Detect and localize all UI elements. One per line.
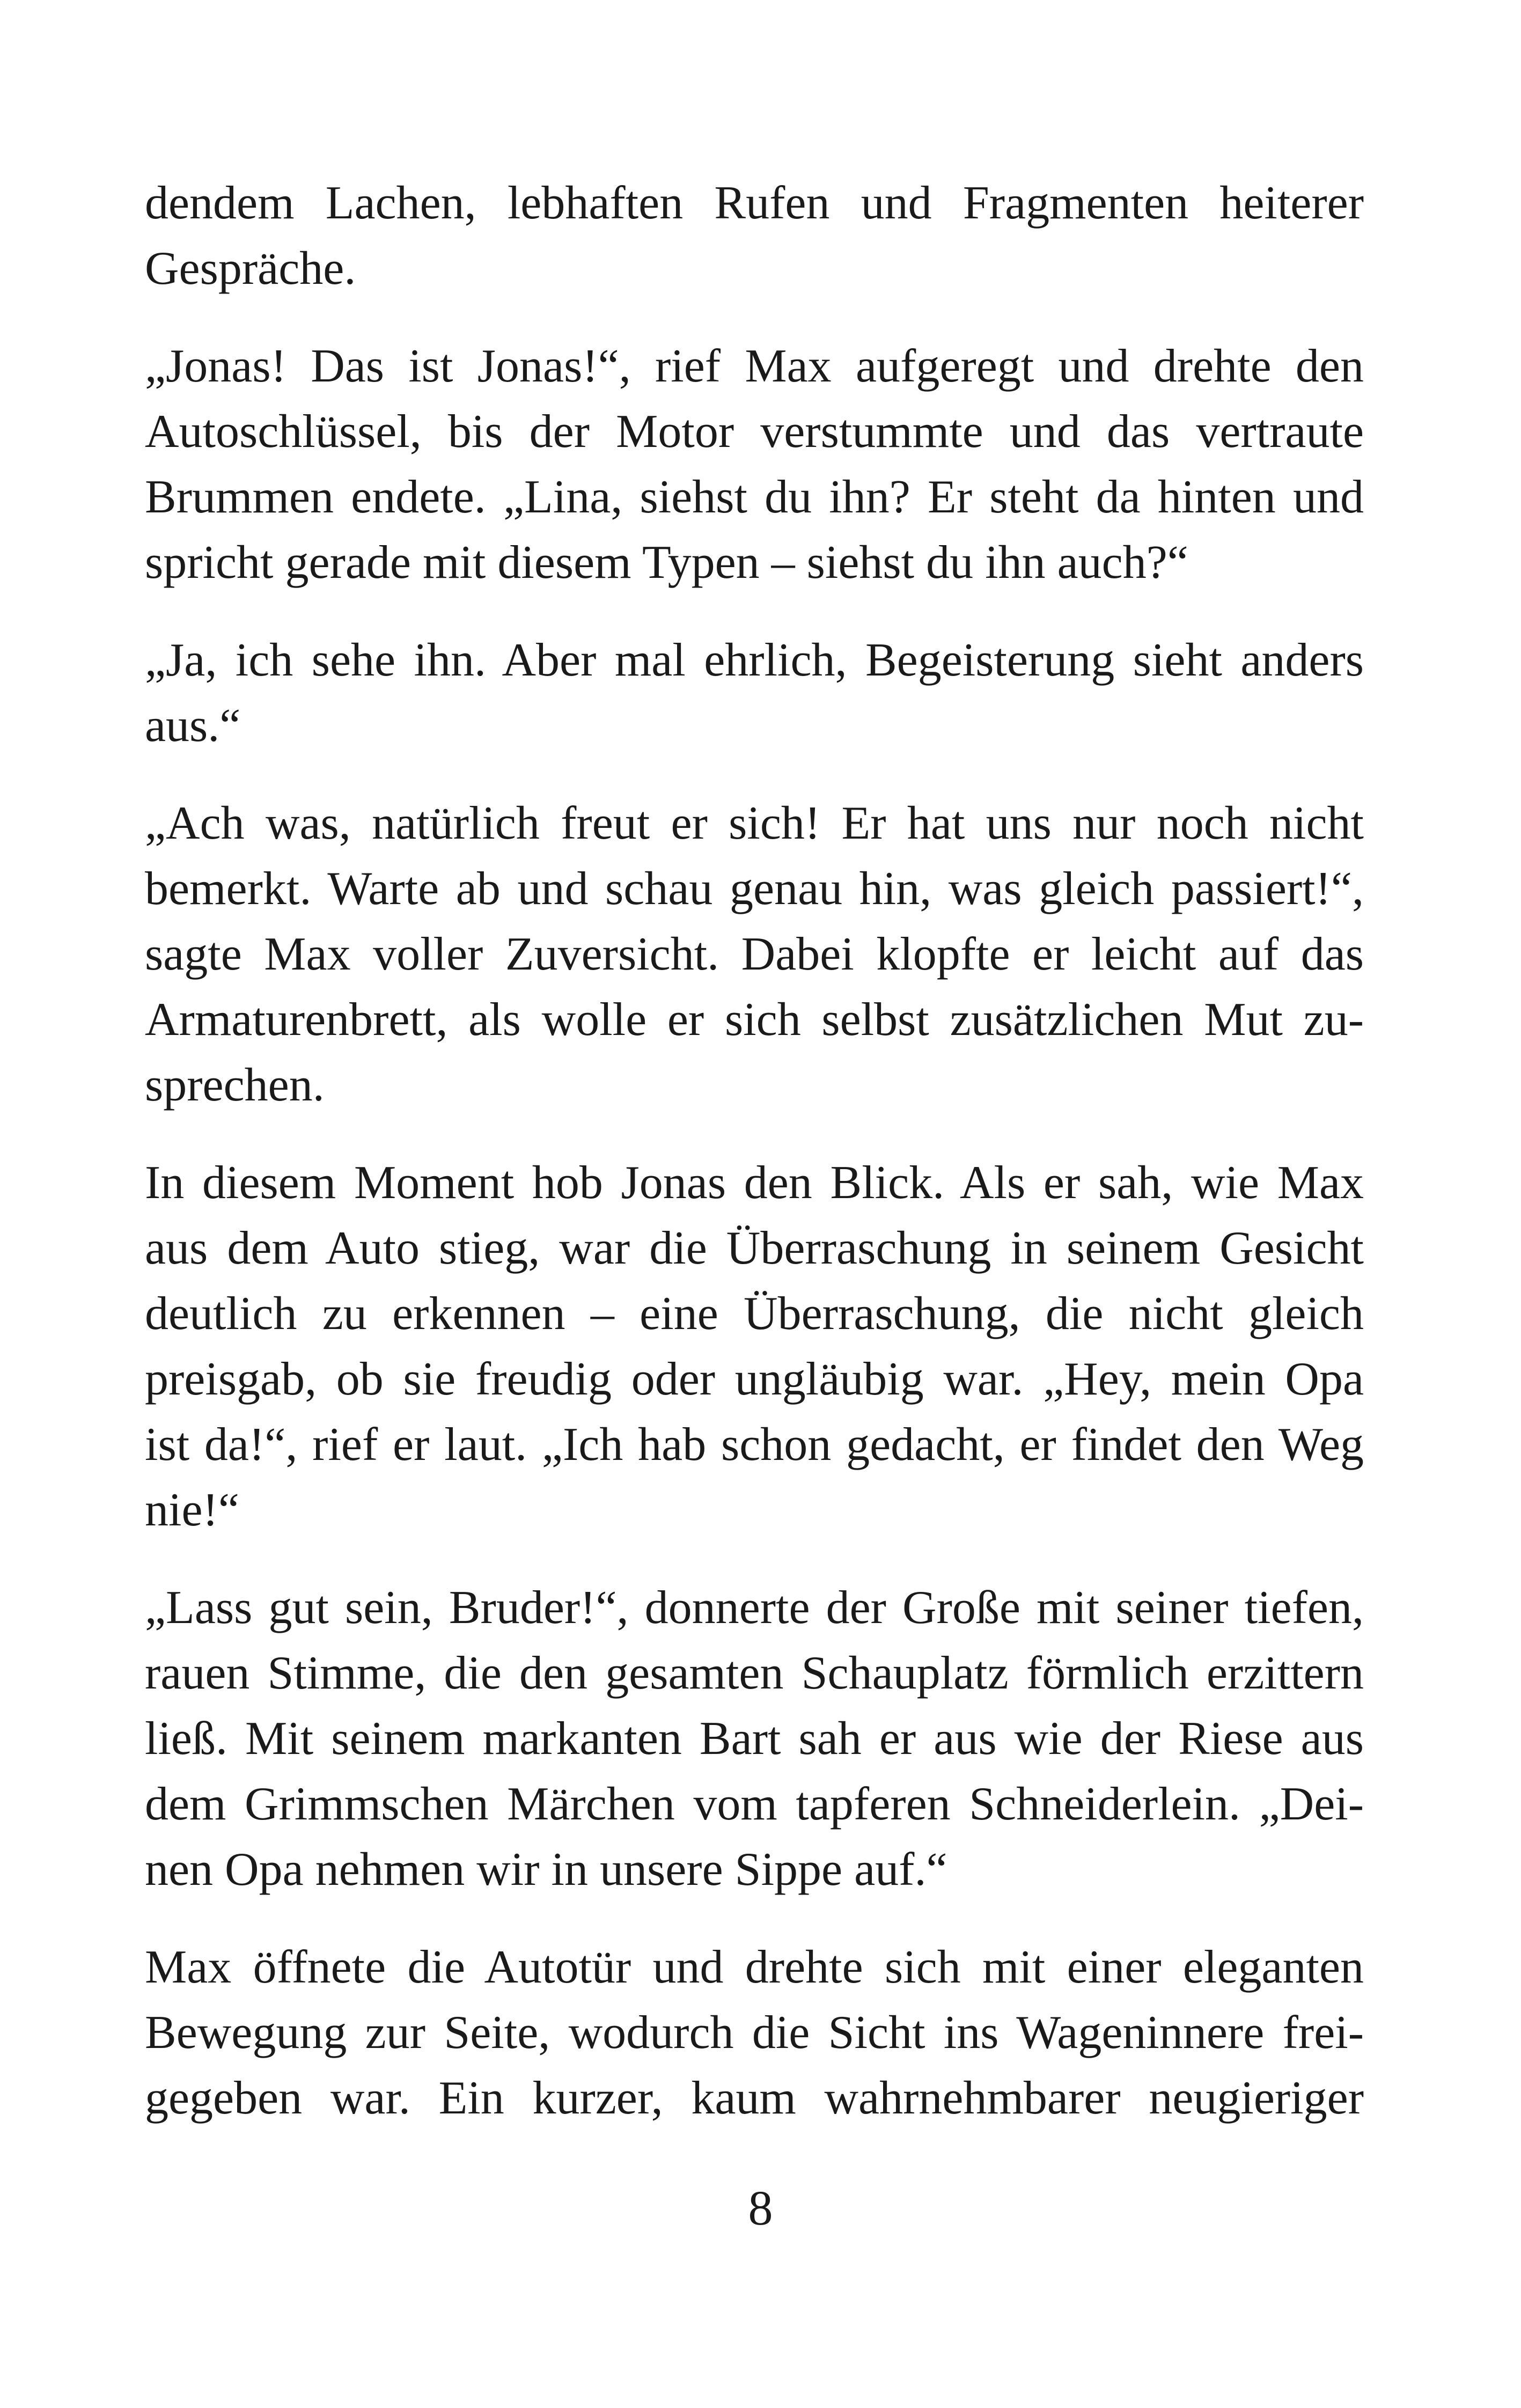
text-line: „Jonas! Das ist Jonas!“, rief Max aufgeregt und drehte den <box>145 340 1364 392</box>
text-line: aus dem Auto stieg, war die Überraschung in seinem Gesicht <box>145 1222 1364 1274</box>
page-number: 8 <box>748 2181 773 2235</box>
text-line: Autoschlüssel, bis der Motor verstummte und das vertraute <box>145 406 1364 458</box>
paragraph-4 <box>145 791 1364 1118</box>
text-line: bemerkt. Warte ab und schau genau hin, was gleich passiert!“, <box>145 863 1364 915</box>
text-line: ist da!“, rief er laut. „Ich hab schon gedacht, er findet den Weg <box>145 1419 1364 1471</box>
paragraph-5 <box>145 1150 1364 1543</box>
paragraph-1 <box>145 171 1364 302</box>
text-line: rauen Stimme, die den gesamten Schauplatz förmlich erzittern <box>145 1647 1364 1699</box>
text-line: Bewegung zur Seite, wodurch die Sicht ins Wageninnere frei- <box>145 2007 1364 2059</box>
text-line: Gespräche. <box>145 243 356 295</box>
text-line: „Ja, ich sehe ihn. Aber mal ehrlich, Begeisterung sieht anders <box>145 634 1364 686</box>
text-line: In diesem Moment hob Jonas den Blick. Als er sah, wie Max <box>145 1157 1364 1209</box>
text-line: aus.“ <box>145 700 241 752</box>
text-line: preisgab, ob sie freudig oder ungläubig war. „Hey, mein Opa <box>145 1353 1364 1405</box>
text-line: dendem Lachen, lebhaften Rufen und Fragmenten heiterer <box>145 177 1364 229</box>
text-line: ließ. Mit seinem markanten Bart sah er aus wie der Riese aus <box>145 1713 1364 1765</box>
text-line: nen Opa nehmen wir in unsere Sippe auf.“ <box>145 1844 947 1896</box>
text-line: Armaturenbrett, als wolle er sich selbst zusätzlichen Mut zu- <box>145 994 1364 1046</box>
paragraph-6 <box>145 1575 1364 1903</box>
text-line: sprechen. <box>145 1059 325 1111</box>
text-line: deutlich zu erkennen – eine Überraschung, die nicht gleich <box>145 1288 1364 1340</box>
text-line: nie!“ <box>145 1484 239 1536</box>
text-line: gegeben war. Ein kurzer, kaum wahrnehmbarer neugieriger <box>145 2072 1364 2124</box>
text-line: sagte Max voller Zuversicht. Dabei klopfte er leicht auf das <box>145 928 1364 980</box>
page-body <box>145 171 1364 2163</box>
paragraph-3 <box>145 628 1364 759</box>
text-line: dem Grimmschen Märchen vom tapferen Schneiderlein. „Dei- <box>145 1778 1364 1830</box>
paragraph-7 <box>145 1935 1364 2131</box>
text-line: Max öffnete die Autotür und drehte sich mit einer eleganten <box>145 1941 1364 1993</box>
text-line: „Ach was, natürlich freut er sich! Er hat uns nur noch nicht <box>145 797 1364 849</box>
paragraph-2 <box>145 334 1364 596</box>
text-line: spricht gerade mit diesem Typen – siehst du ihn auch?“ <box>145 537 1188 589</box>
text-line: „Lass gut sein, Bruder!“, donnerte der Große mit seiner tiefen, <box>145 1582 1364 1634</box>
text-line: Brummen endete. „Lina, siehst du ihn? Er steht da hinten und <box>145 471 1364 523</box>
